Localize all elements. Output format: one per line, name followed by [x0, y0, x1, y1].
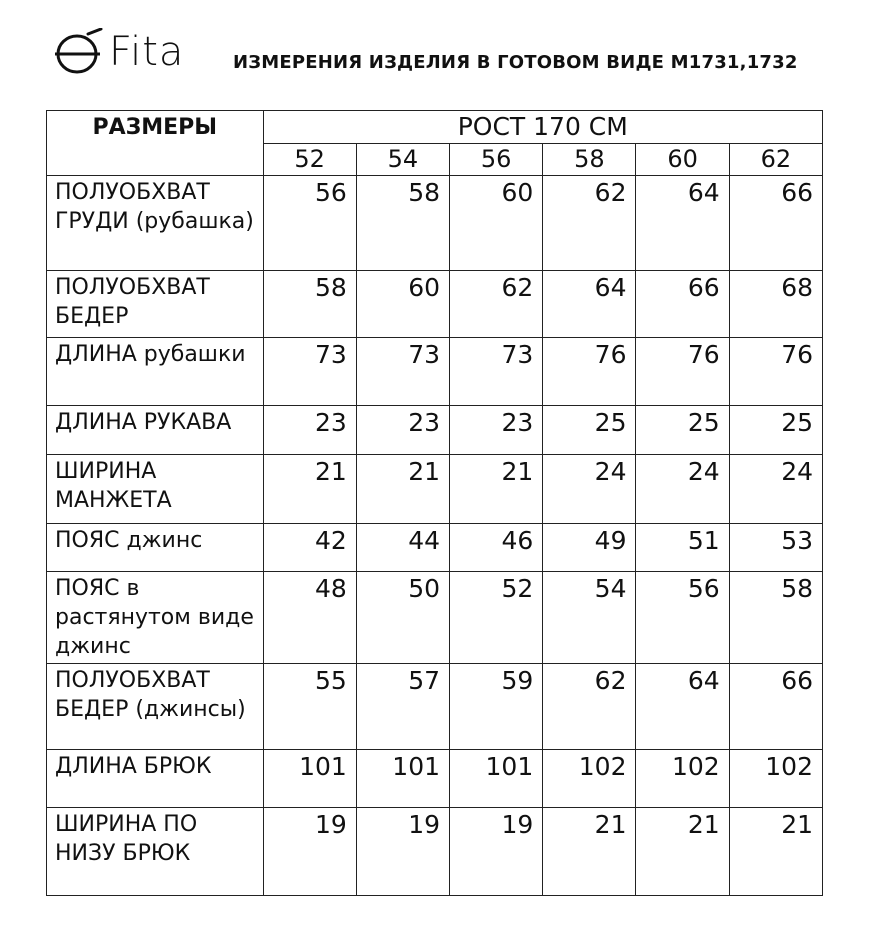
table-row: [47, 176, 823, 271]
table-row: [47, 750, 823, 808]
measurement-value: 101: [356, 750, 449, 808]
measurement-value: 25: [729, 406, 822, 455]
measurement-value: 49: [543, 524, 636, 572]
measurement-value: 62: [543, 176, 636, 271]
measurement-value: 66: [729, 664, 822, 750]
measurement-value: 48: [263, 572, 356, 664]
measurement-value: 62: [450, 271, 543, 338]
size-header-cell: 52: [263, 144, 356, 176]
measurement-value: 76: [729, 338, 822, 406]
measurement-value: 25: [636, 406, 729, 455]
measurement-value: 24: [636, 455, 729, 524]
size-header-cell: 62: [729, 144, 822, 176]
measurement-value: 19: [450, 808, 543, 896]
table-row: [47, 572, 823, 664]
measurement-label: ПОЛУОБХВАТ ГРУДИ (рубашка): [47, 176, 264, 271]
table-row: [47, 338, 823, 406]
measurement-value: 56: [263, 176, 356, 271]
measurement-value: 54: [543, 572, 636, 664]
measurement-label: ШИРИНА ПО НИЗУ БРЮК: [47, 808, 264, 896]
measurement-label: ДЛИНА БРЮК: [47, 750, 264, 808]
measurement-value: 73: [356, 338, 449, 406]
measurement-value: 68: [729, 271, 822, 338]
height-header: РОСТ 170 СМ: [263, 111, 822, 144]
measurement-value: 21: [729, 808, 822, 896]
measurement-value: 56: [636, 572, 729, 664]
measurement-value: 23: [263, 406, 356, 455]
measurement-value: 57: [356, 664, 449, 750]
measurement-value: 19: [356, 808, 449, 896]
measurement-value: 60: [450, 176, 543, 271]
measurement-value: 76: [543, 338, 636, 406]
table-row: [47, 271, 823, 338]
measurement-value: 19: [263, 808, 356, 896]
measurement-label: ШИРИНА МАНЖЕТА: [47, 455, 264, 524]
measurement-value: 59: [450, 664, 543, 750]
size-header-cell: 60: [636, 144, 729, 176]
measurement-value: 21: [543, 808, 636, 896]
measurement-value: 21: [356, 455, 449, 524]
table-row: [47, 524, 823, 572]
measurement-value: 58: [356, 176, 449, 271]
measurement-label: ПОЯС в растянутом виде джинс: [47, 572, 264, 664]
measurement-label: ПОЛУОБХВАТ БЕДЕР (джинсы): [47, 664, 264, 750]
measurement-value: 66: [729, 176, 822, 271]
measurement-value: 60: [356, 271, 449, 338]
measurement-value: 23: [356, 406, 449, 455]
brand-logo: [53, 28, 184, 76]
measurement-value: 66: [636, 271, 729, 338]
measurement-value: 50: [356, 572, 449, 664]
page-header: [0, 0, 875, 100]
measurement-value: 55: [263, 664, 356, 750]
table-row: [47, 664, 823, 750]
table-row: [47, 808, 823, 896]
measurement-label: ДЛИНА РУКАВА: [47, 406, 264, 455]
measurement-value: 46: [450, 524, 543, 572]
measurement-value: 24: [729, 455, 822, 524]
measurement-value: 44: [356, 524, 449, 572]
size-header-cell: 54: [356, 144, 449, 176]
measurement-value: 73: [263, 338, 356, 406]
measurement-value: 21: [636, 808, 729, 896]
measurement-value: 51: [636, 524, 729, 572]
measurement-value: 64: [636, 176, 729, 271]
brand-name: Fita: [109, 29, 185, 75]
measurement-value: 62: [543, 664, 636, 750]
measurement-value: 102: [543, 750, 636, 808]
measurement-value: 101: [450, 750, 543, 808]
measurement-value: 73: [450, 338, 543, 406]
table-row: [47, 406, 823, 455]
size-chart-table: [46, 110, 823, 896]
measurement-value: 52: [450, 572, 543, 664]
measurement-value: 64: [543, 271, 636, 338]
size-header-cell: 58: [543, 144, 636, 176]
measurement-value: 58: [263, 271, 356, 338]
measurement-value: 64: [636, 664, 729, 750]
measurement-value: 102: [729, 750, 822, 808]
table-row: [47, 455, 823, 524]
measurement-label: ДЛИНА рубашки: [47, 338, 264, 406]
measurement-value: 53: [729, 524, 822, 572]
measurement-value: 21: [263, 455, 356, 524]
measurement-label: ПОЛУОБХВАТ БЕДЕР: [47, 271, 264, 338]
measurement-value: 102: [636, 750, 729, 808]
measurement-value: 25: [543, 406, 636, 455]
measurement-value: 24: [543, 455, 636, 524]
measurement-value: 42: [263, 524, 356, 572]
measurement-value: 76: [636, 338, 729, 406]
sizes-header: РАЗМЕРЫ: [47, 111, 264, 176]
size-header-cell: 56: [450, 144, 543, 176]
fita-logo-icon: [53, 28, 105, 76]
measurement-value: 101: [263, 750, 356, 808]
measurement-value: 21: [450, 455, 543, 524]
measurement-label: ПОЯС джинс: [47, 524, 264, 572]
document-title: ИЗМЕРЕНИЯ ИЗДЕЛИЯ В ГОТОВОМ ВИДЕ М1731,1732: [233, 52, 798, 73]
measurement-value: 23: [450, 406, 543, 455]
measurement-value: 58: [729, 572, 822, 664]
table-body: [47, 176, 823, 896]
